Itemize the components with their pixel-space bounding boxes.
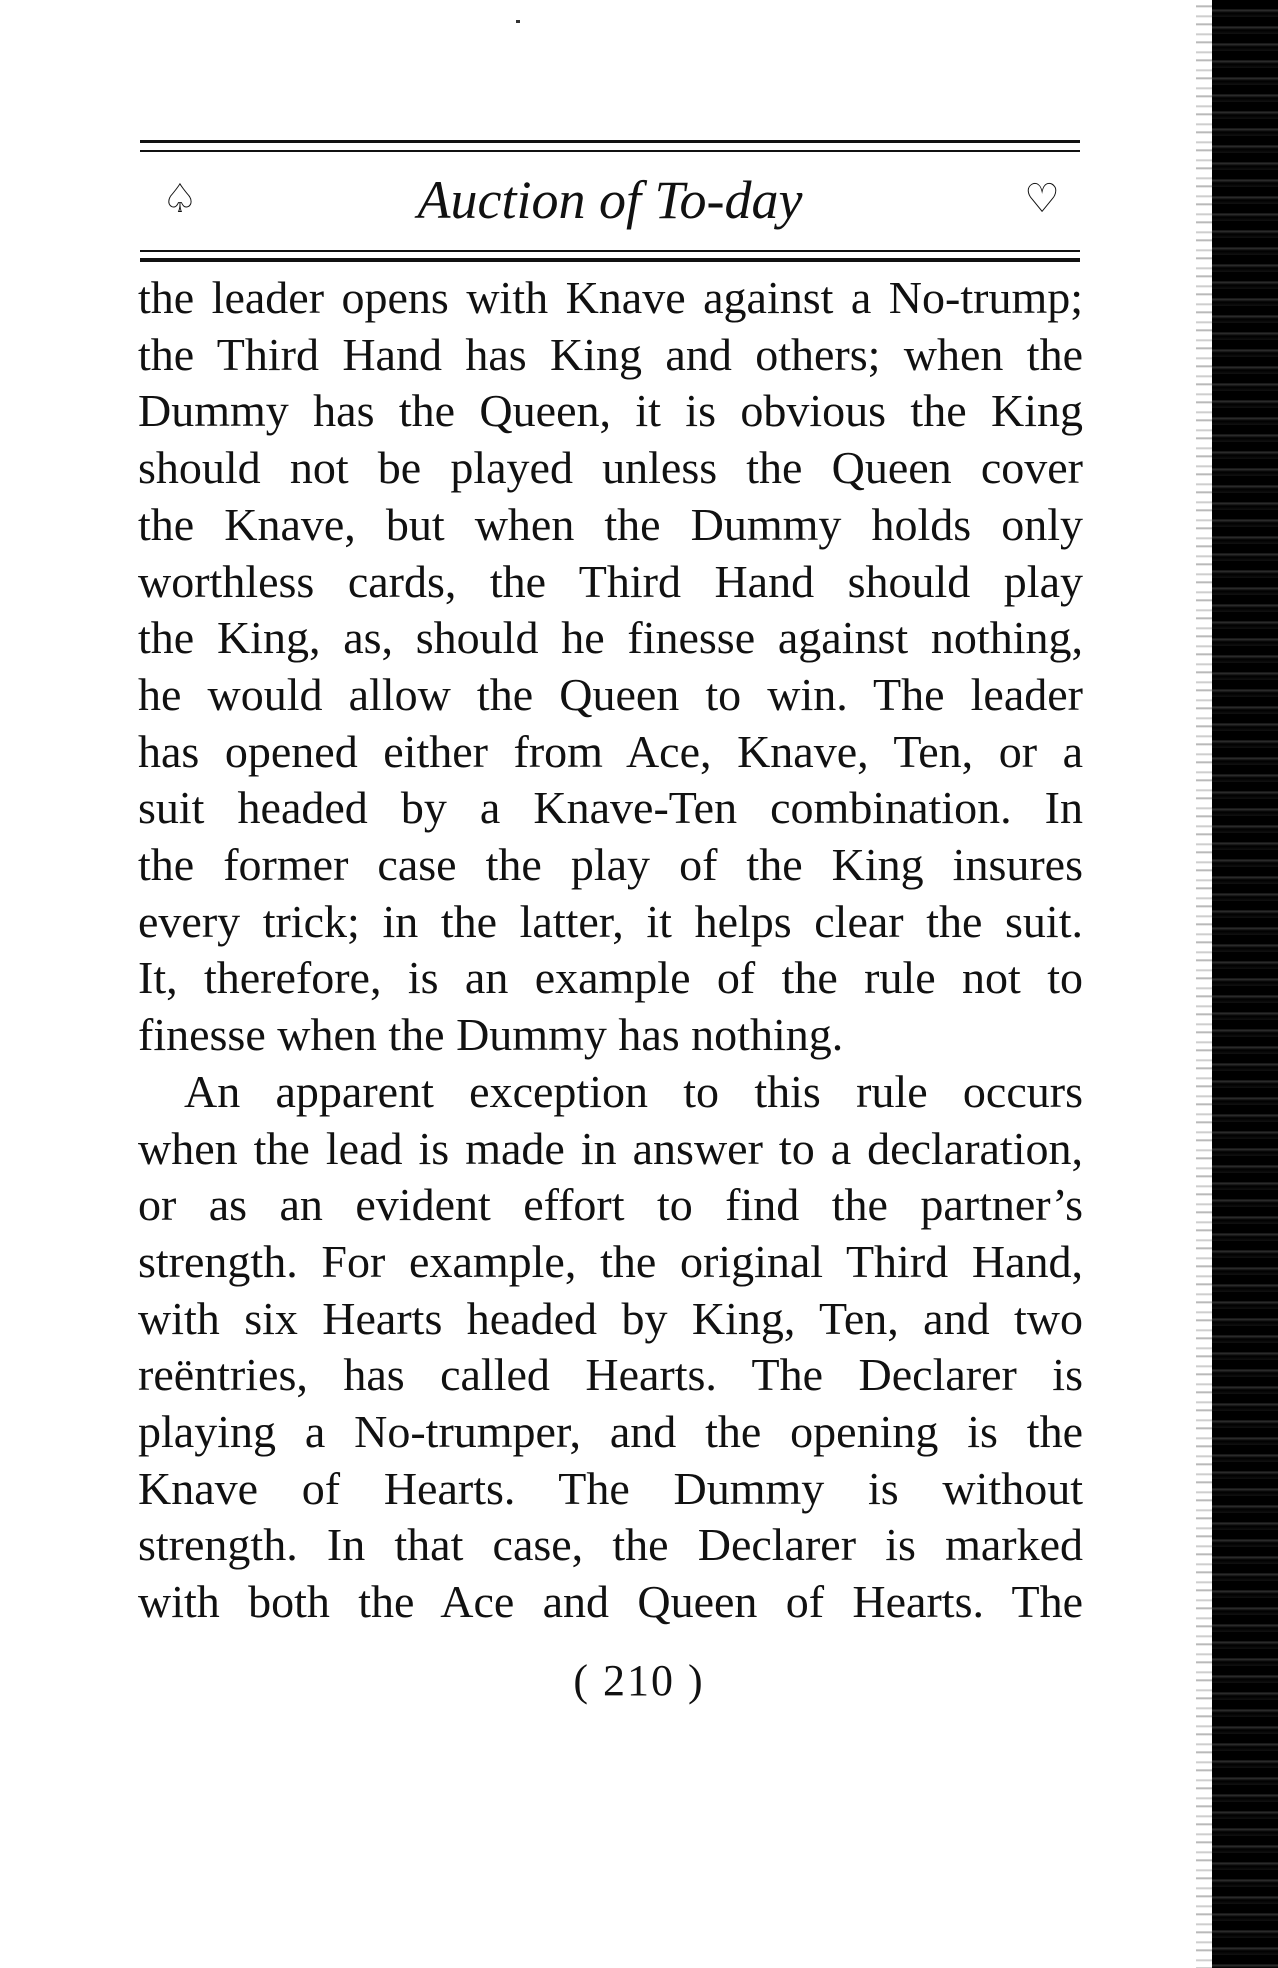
- header-rule-top: [140, 140, 1080, 143]
- text-line: when the lead is made in answer to a declaration,: [138, 1122, 1083, 1174]
- spade-outline-icon: ♤: [162, 176, 198, 222]
- text-line: strength. For example, the original Third Hand,: [138, 1235, 1083, 1287]
- text-line: the leader opens with Knave against a No-trump;: [138, 272, 1083, 323]
- body-text: [138, 270, 1083, 1631]
- running-head: [140, 165, 1080, 240]
- text-line: the King, as, should he finesse against nothing,: [138, 612, 1083, 664]
- page-speck: [516, 20, 520, 23]
- text-line: reëntries, has called Hearts. The Declarer is: [138, 1349, 1083, 1401]
- text-line: should not be played unless the Queen cover: [138, 442, 1083, 494]
- text-line: or as an evident effort to find the partner’s: [138, 1179, 1083, 1231]
- text-line: with both the Ace and Queen of Hearts. The: [138, 1576, 1083, 1628]
- text-line: suit headed by a Knave-Ten combination. In: [138, 782, 1083, 834]
- text-line: worthless cards, the Third Hand should play: [138, 555, 1083, 607]
- text-line: finesse when the Dummy has nothing.: [138, 1009, 844, 1061]
- heart-outline-icon: ♡: [1024, 176, 1060, 222]
- text-line: every trick; in the latter, it helps clear the suit.: [138, 895, 1083, 947]
- running-head-title: Auction of To-day: [417, 170, 803, 230]
- text-line: It, therefore, is an example of the rule not to: [138, 952, 1083, 1004]
- text-line: Knave of Hearts. The Dummy is without: [138, 1462, 1083, 1514]
- text-line: playing a No-trumper, and the opening is the: [138, 1406, 1083, 1458]
- text-line: has opened either from Ace, Knave, Ten, or a: [138, 725, 1083, 777]
- page-edge-shadow: [1212, 0, 1278, 1968]
- paragraph: [138, 1064, 1083, 1631]
- text-line: Dummy has the Queen, it is obvious the King: [138, 385, 1083, 437]
- paragraph: [138, 270, 1083, 1064]
- text-line: the Third Hand has King and others; when the: [138, 328, 1083, 380]
- text-line: strength. In that case, the Declarer is marked: [138, 1519, 1083, 1571]
- text-line: he would allow the Queen to win. The leader: [138, 668, 1083, 720]
- header-rule-bottom-inner: [140, 250, 1080, 252]
- text-line: with six Hearts headed by King, Ten, and two: [138, 1292, 1083, 1344]
- text-line: An apparent exception to this rule occurs: [184, 1065, 1083, 1117]
- header-rule-bottom: [140, 258, 1080, 262]
- text-line: the former case the play of the King insures: [138, 839, 1083, 891]
- text-line: the Knave, but when the Dummy holds only: [138, 498, 1083, 550]
- page-number: ( 210 ): [573, 1656, 705, 1705]
- header-rule-top-inner: [140, 150, 1080, 152]
